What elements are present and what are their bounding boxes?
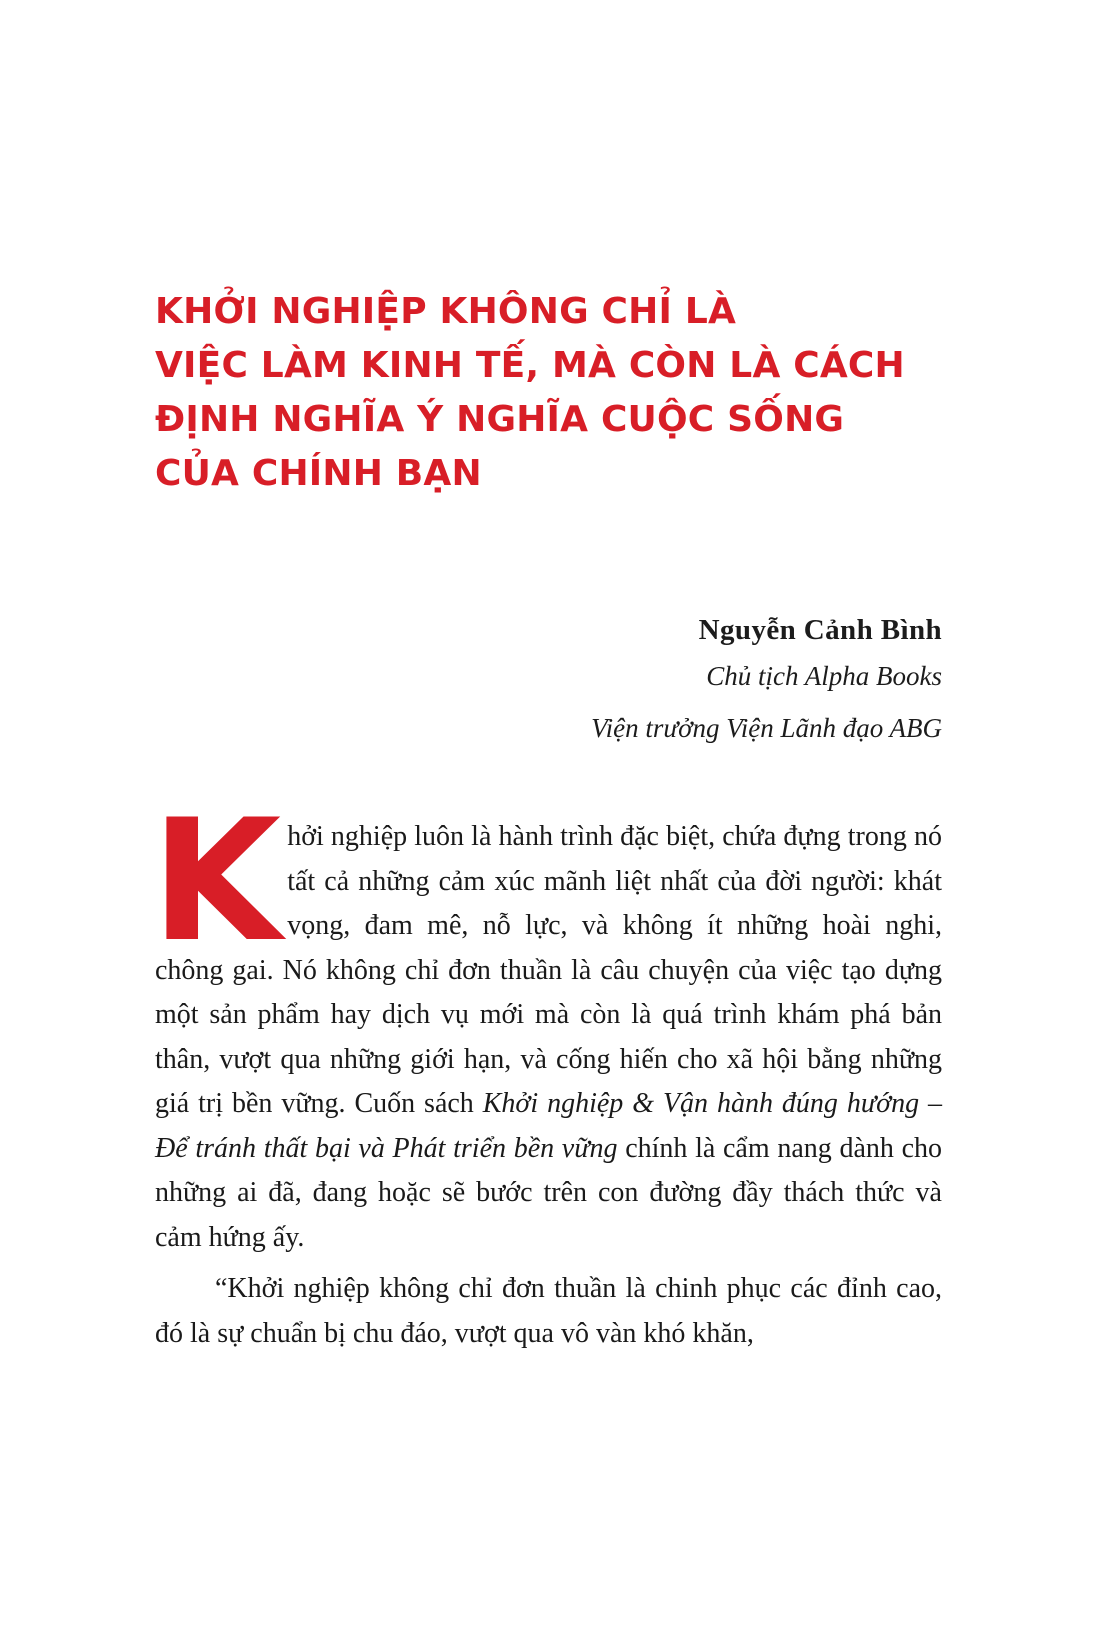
title-line-3: ĐỊNH NGHĨA Ý NGHĨA CUỘC SỐNG — [155, 399, 845, 440]
title-line-1: KHỞI NGHIỆP KHÔNG CHỈ LÀ — [155, 291, 737, 332]
paragraph-1 — [151, 783, 943, 1260]
author-role-1: Chủ tịch Alpha Books — [706, 661, 942, 691]
title-line-2: VIỆC LÀM KINH TẾ, MÀ CÒN LÀ CÁCH — [155, 345, 905, 386]
title-line-4: CỦA CHÍNH BẠN — [155, 453, 482, 494]
drop-cap: K — [151, 783, 282, 979]
paragraph-1-text-start: hởi nghiệp luôn là hành trình đặc biệt, chứa đựng trong nó tất cả những cảm xúc mãnh liệt nhất của đời người: khát vọng, đam mê, nỗ lực, và không ít những hoài nghi, chông gai. Nó không chỉ đơn thuần là câu chuyện của việc tạo dựng một sản phẩm hay dịch vụ mới mà còn là quá trình khám phá bản thân, vượt qua những giới hạn, và cống hiến cho xã hội bằng những giá trị bền vững. Cuốn sách — [155, 821, 942, 1119]
paragraph-1-text-end: chính là cẩm nang dành cho những ai đã, đang hoặc sẽ bước trên con đường đầy thách thức và cảm hứng ấy. — [155, 1132, 942, 1253]
book-title: Khởi nghiệp & Vận hành đúng hướng – Để tránh thất bại và Phát triển bền vững — [155, 1088, 943, 1164]
paragraph-2: “Khởi nghiệp không chỉ đơn thuần là chinh phục các đỉnh cao, đó là sự chuẩn bị chu đáo, vượt qua vô vàn khó khăn, — [155, 1273, 942, 1349]
body-text — [151, 783, 943, 1356]
author-name: Nguyễn Cảnh Bình — [698, 614, 942, 646]
chapter-title — [155, 285, 955, 501]
author-role-2: Viện trưởng Viện Lãnh đạo ABG — [591, 713, 942, 743]
author-byline — [591, 610, 942, 754]
